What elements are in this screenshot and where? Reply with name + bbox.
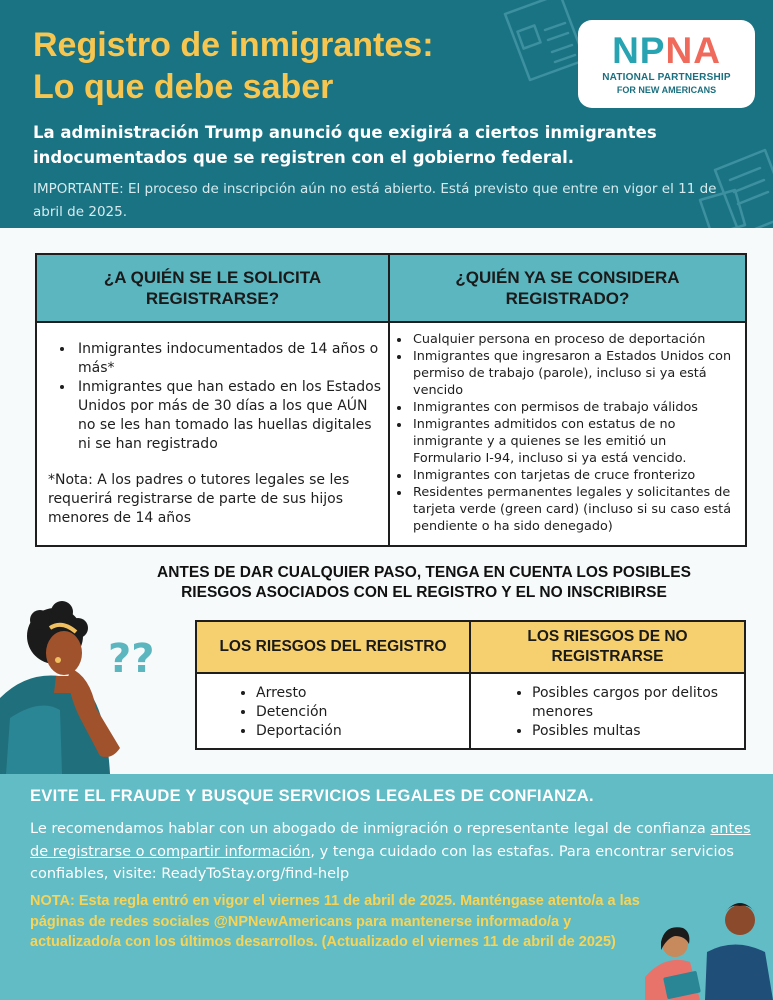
logo-mark	[578, 31, 755, 71]
warning-line-1: ANTES DE DAR CUALQUIER PASO, TENGA EN CUENTA LOS POSIBLES	[157, 564, 691, 581]
list-item: • Inmigrantes que han estado en los Estados Unidos por más de 30 días a los que AÚN no se les han tomado las huellas digitales ni se han registrado	[75, 378, 387, 454]
risks-of-registering-cell	[196, 673, 470, 749]
risks-warning-heading	[100, 563, 748, 603]
body-end: , y tenga cuidado con las estafas. Para encontrar servicios confiables, visite: ReadyToStay.org/find-help	[30, 843, 734, 882]
list-item: • Inmigrantes admitidos con estatus de no inmigrante y a quienes se les emitió un Formulario I-94, incluso si ya está vencido.	[411, 416, 736, 467]
who-required-cell	[36, 322, 389, 546]
list-item: • Inmigrantes que ingresaron a Estados Unidos con permiso de trabajo (parole), incluso si ya está vencido	[411, 348, 736, 399]
important-notice: IMPORTANTE: El proceso de inscripción aún no está abierto. Está previsto que entre en vigor el 11 de abril de 2025.	[33, 181, 717, 220]
list-item: • Cualquier persona en proceso de deportación	[411, 331, 736, 348]
risks-table	[195, 620, 746, 750]
logo-line-2: FOR NEW AMERICANS	[616, 85, 717, 95]
subhead: La administración Trump anunció que exigirá a ciertos inmigrantes indocumentados que se registren con el gobierno federal.	[33, 123, 657, 167]
parents-note: *Nota: A los padres o tutores legales se les requerirá registrarse de parte de sus hijos menores de 14 años	[48, 472, 350, 526]
who-required-list	[38, 340, 387, 454]
header-banner	[0, 0, 773, 228]
list-item: • Posibles cargos por delitos menores	[532, 684, 743, 722]
underlined-advice: antes de registrarse o compartir información	[30, 821, 751, 860]
body-start: Le recomendamos hablar con un abogado de inmigración o representante legal de confianza	[30, 821, 711, 837]
list-item: • Residentes permanentes legales y solicitantes de tarjeta verde (green card) (incluso si su caso está pendiente o ha sido denegado)	[411, 484, 736, 535]
title-line-2: Lo que debe saber	[33, 68, 334, 106]
risks-of-registering-header: LOS RIESGOS DEL REGISTRO	[196, 621, 470, 673]
thinking-person-illustration	[0, 598, 190, 774]
list-item: • Inmigrantes con tarjetas de cruce fronterizo	[411, 467, 736, 484]
title-line-1: Registro de inmigrantes:	[33, 26, 434, 64]
who-registered-list	[391, 331, 744, 535]
risks-of-not-registering-list	[472, 684, 743, 741]
logo-line-1: NATIONAL PARTNERSHIP	[602, 72, 731, 83]
logo-mark-part2: NA	[665, 30, 721, 71]
legal-advice-text	[30, 818, 755, 886]
list-item: • Inmigrantes con permisos de trabajo válidos	[411, 399, 736, 416]
update-note: NOTA: Esta regla entró en vigor el viernes 11 de abril de 2025. Manténgase atento/a a las páginas de redes sociales @NPNewAmericans para mantenerse informado/a y actualizado/a con los últimos desarrollos. (Actualizado el viernes 11 de abril de 2025)	[30, 893, 640, 950]
footer-banner	[0, 774, 773, 1000]
risks-of-registering-list	[198, 684, 468, 741]
question-marks-text: ??	[108, 636, 155, 682]
list-item: • Detención	[256, 703, 468, 722]
risks-of-not-registering-header: LOS RIESGOS DE NO REGISTRARSE	[470, 621, 745, 673]
list-item: • Posibles multas	[532, 722, 743, 741]
list-item: • Inmigrantes indocumentados de 14 años o más*	[75, 340, 387, 378]
list-item: • Arresto	[256, 684, 468, 703]
npna-logo	[578, 20, 755, 108]
who-registered-cell	[389, 322, 746, 546]
who-registers-table	[35, 253, 747, 547]
risks-of-not-registering-cell	[470, 673, 745, 749]
who-required-header: ¿A QUIÉN SE LE SOLICITA REGISTRARSE?	[36, 254, 389, 322]
warning-line-2: RIESGOS ASOCIADOS CON EL REGISTRO Y EL NO INSCRIBIRSE	[181, 584, 667, 601]
page-title	[33, 24, 434, 108]
list-item: • Deportación	[256, 722, 468, 741]
logo-mark-part1: NP	[612, 30, 666, 71]
couple-illustration	[645, 882, 773, 1000]
fraud-heading: EVITE EL FRAUDE Y BUSQUE SERVICIOS LEGALES DE CONFIANZA.	[30, 787, 594, 805]
who-registered-header: ¿QUIÉN YA SE CONSIDERA REGISTRADO?	[389, 254, 746, 322]
